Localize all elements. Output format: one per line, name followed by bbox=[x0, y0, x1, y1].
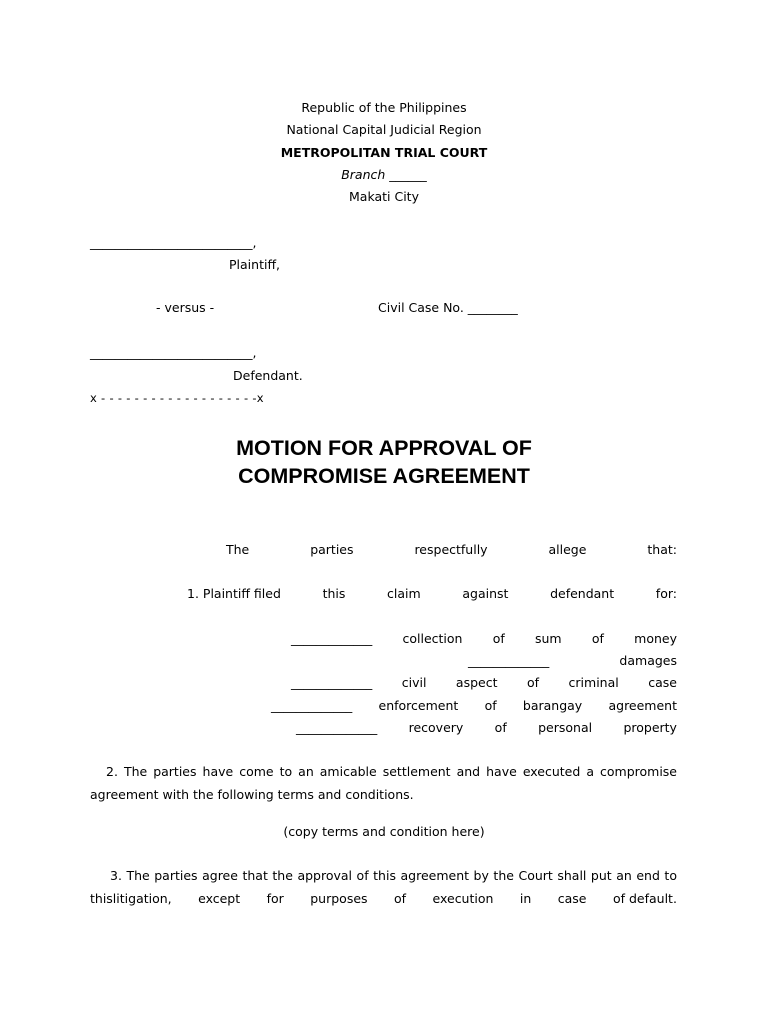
claim-civil-aspect bbox=[291, 675, 677, 691]
word: against bbox=[462, 586, 509, 601]
item3-line1: 3. The parties agree that the approval of this agreement by the Court shall put an end to bbox=[110, 868, 677, 883]
word: thislitigation, bbox=[90, 891, 172, 906]
claim-recovery-property bbox=[296, 720, 677, 736]
copy-terms-placeholder: (copy terms and condition here) bbox=[283, 824, 485, 839]
claim-blank: _____________ bbox=[468, 653, 550, 668]
item2-line2: agreement with the following terms and conditions. bbox=[90, 787, 414, 802]
word: 1. Plaintiff filed bbox=[187, 586, 281, 601]
document-title-line1: MOTION FOR APPROVAL OF bbox=[236, 436, 532, 460]
word: this bbox=[322, 586, 346, 601]
civil-case-number: Civil Case No. ________ bbox=[378, 300, 518, 315]
word: of bbox=[591, 631, 604, 646]
word: allege bbox=[548, 542, 587, 557]
word: sum bbox=[535, 631, 562, 646]
header-region: National Capital Judicial Region bbox=[286, 122, 482, 137]
defendant-label: Defendant. bbox=[233, 368, 303, 383]
word: enforcement bbox=[378, 698, 459, 713]
item2-line1: 2. The parties have come to an amicable settlement and have executed a compromise bbox=[106, 764, 677, 779]
word: of bbox=[394, 891, 407, 906]
word: The bbox=[226, 542, 250, 557]
claim-enforcement-barangay bbox=[271, 698, 677, 714]
claim-blank: _____________ bbox=[271, 698, 353, 713]
plaintiff-label: Plaintiff, bbox=[229, 257, 281, 272]
word: of bbox=[484, 698, 497, 713]
defendant-blank-line: __________________________, bbox=[90, 345, 257, 360]
word: parties bbox=[310, 542, 354, 557]
word: personal bbox=[538, 720, 593, 735]
intro-line bbox=[226, 542, 677, 558]
word: collection bbox=[402, 631, 463, 646]
claim-collection-of-sum bbox=[291, 631, 677, 647]
word: for: bbox=[655, 586, 677, 601]
word: barangay bbox=[522, 698, 583, 713]
item1-line bbox=[187, 586, 677, 602]
word: of bbox=[526, 675, 540, 690]
word: case bbox=[648, 675, 677, 690]
word: of bbox=[492, 631, 505, 646]
item3-line2 bbox=[90, 891, 677, 907]
word: aspect bbox=[455, 675, 498, 690]
claim-damages bbox=[468, 653, 677, 669]
word: respectfully bbox=[414, 542, 488, 557]
header-republic: Republic of the Philippines bbox=[301, 100, 467, 115]
word: case bbox=[557, 891, 587, 906]
word: except bbox=[198, 891, 241, 906]
word: of bbox=[494, 720, 507, 735]
caption-separator: x - - - - - - - - - - - - - - - - - - -x bbox=[90, 391, 264, 405]
word: property bbox=[623, 720, 677, 735]
word: in bbox=[519, 891, 532, 906]
claim-blank: _____________ bbox=[296, 720, 378, 735]
word: that: bbox=[647, 542, 677, 557]
claim-blank: _____________ bbox=[291, 675, 373, 690]
claim-blank: _____________ bbox=[291, 631, 373, 646]
word: civil bbox=[401, 675, 427, 690]
word: criminal bbox=[568, 675, 619, 690]
header-city: Makati City bbox=[349, 189, 419, 204]
word: agreement bbox=[608, 698, 677, 713]
document-title-line2: COMPROMISE AGREEMENT bbox=[238, 464, 530, 488]
word: money bbox=[634, 631, 677, 646]
word: damages bbox=[619, 653, 677, 668]
word: for bbox=[266, 891, 284, 906]
word: of default. bbox=[612, 891, 677, 906]
word: defendant bbox=[550, 586, 615, 601]
word: recovery bbox=[408, 720, 464, 735]
versus-label: - versus - bbox=[156, 300, 215, 315]
header-branch: Branch ______ bbox=[341, 167, 427, 182]
word: execution bbox=[432, 891, 494, 906]
header-court: METROPOLITAN TRIAL COURT bbox=[280, 145, 488, 160]
word: purposes bbox=[310, 891, 368, 906]
word: claim bbox=[387, 586, 421, 601]
plaintiff-blank-line: __________________________, bbox=[90, 235, 257, 250]
